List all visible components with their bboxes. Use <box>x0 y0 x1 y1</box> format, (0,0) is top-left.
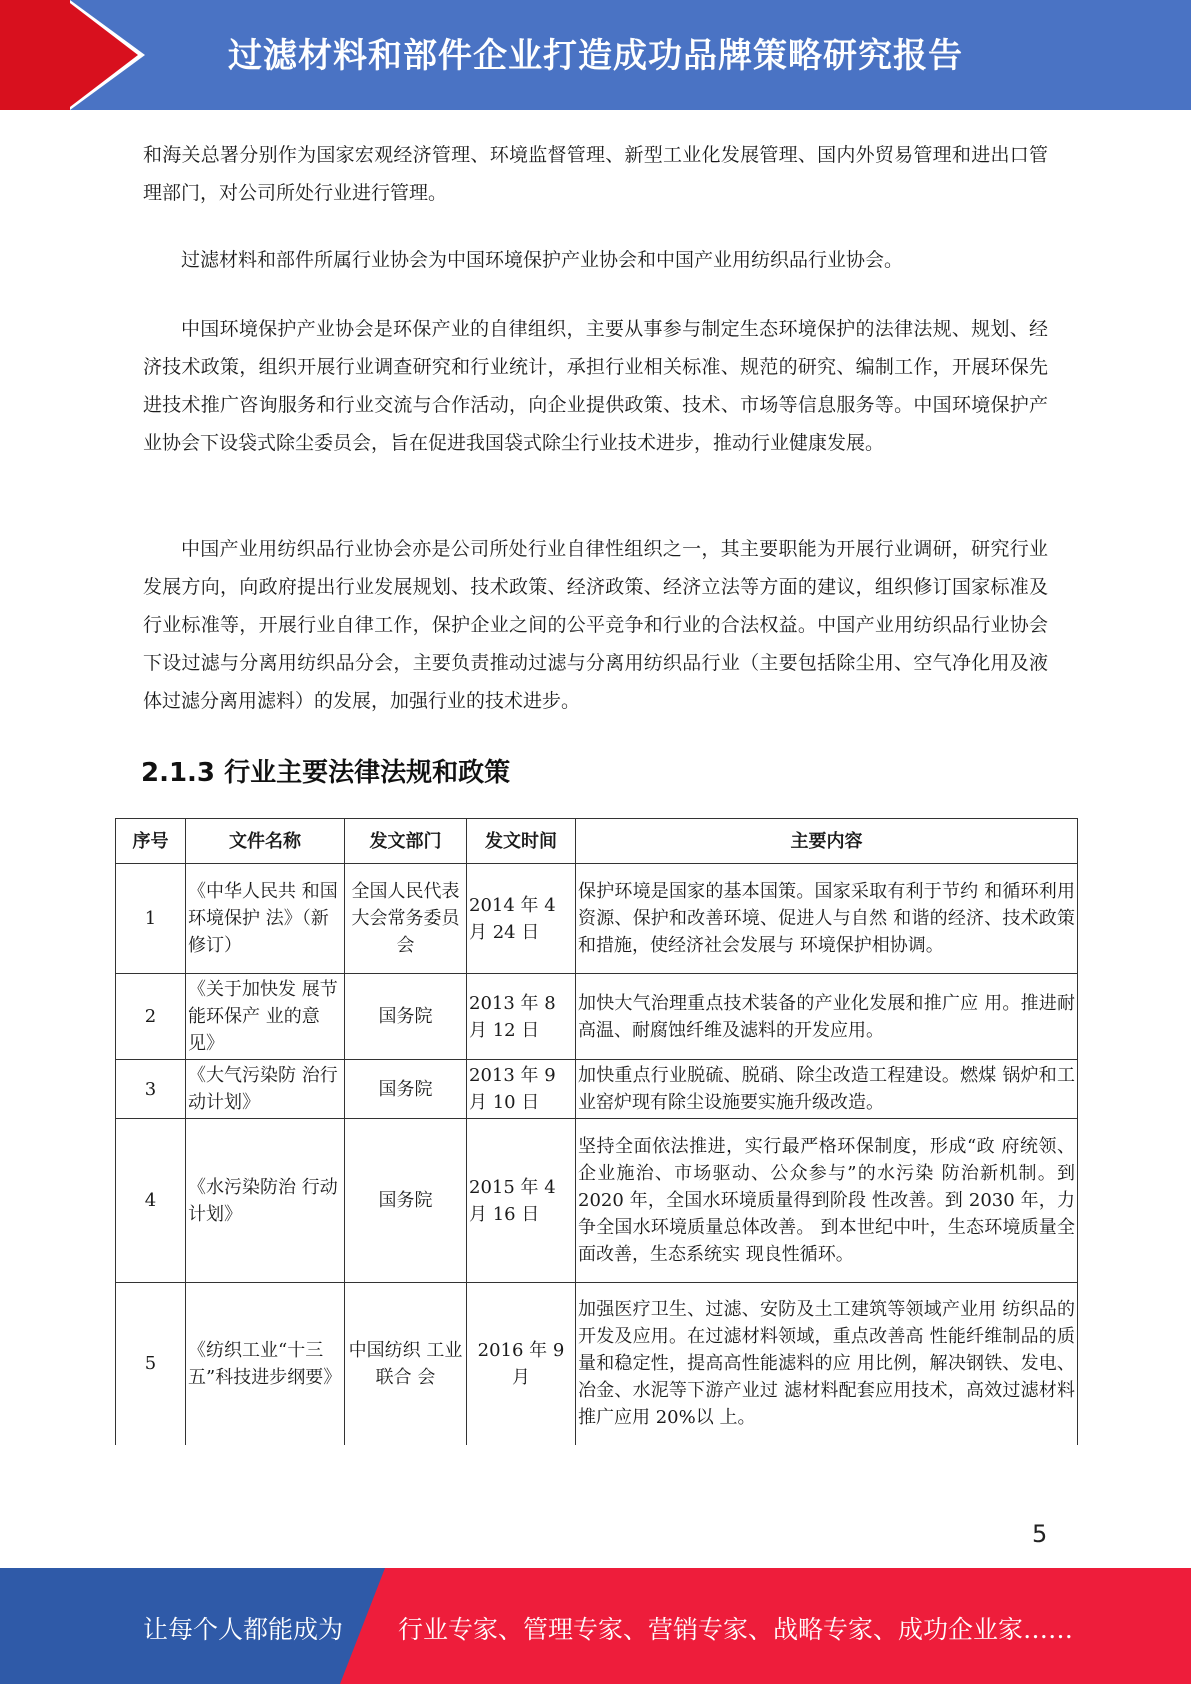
cell-time: 2016 年 9 月 <box>467 1283 576 1445</box>
table-row <box>116 974 1078 1060</box>
header-red-block <box>0 0 70 110</box>
table-row <box>116 1283 1078 1445</box>
cell-content: 加快大气治理重点技术装备的产业化发展和推广应 用。推进耐高温、耐腐蚀纤维及滤料的开发应用。 <box>576 974 1078 1060</box>
cell-time: 2013 年 8 月 12 日 <box>467 974 576 1060</box>
paragraph-2: 过滤材料和部件所属行业协会为中国环境保护产业协会和中国产业用纺织品行业协会。 <box>181 249 904 271</box>
section-heading: 2.1.3 行业主要法律法规和政策 <box>141 758 511 788</box>
cell-name: 《水污染防治 行动计划》 <box>186 1119 345 1283</box>
header-name: 文件名称 <box>186 819 345 864</box>
cell-dept: 中国纺织 工业联合 会 <box>345 1283 467 1445</box>
header-content: 主要内容 <box>576 819 1078 864</box>
cell-dept: 国务院 <box>345 1060 467 1119</box>
cell-content: 加快重点行业脱硫、脱硝、除尘改造工程建设。燃煤 锅炉和工业窑炉现有除尘设施要实施升级改造。 <box>576 1060 1078 1119</box>
page-number: 5 <box>1032 1520 1048 1548</box>
paragraph-3: 中国环境保护产业协会是环保产业的自律组织，主要从事参与制定生态环境保护的法律法规、规划、经济技术政策，组织开展行业调查研究和行业统计，承担行业相关标准、规范的研究、编制工作，开展环保先进技术推广咨询服务和行业交流与合作活动，向企业提供政策、技术、市场等信息服务等。中国环境保护产业协会下设袋式除尘委员会，旨在促进我国袋式除尘行业技术进步，推动行业健康发展。 <box>143 318 1048 454</box>
paragraph-4: 中国产业用纺织品行业协会亦是公司所处行业自律性组织之一，其主要职能为开展行业调研，研究行业发展方向，向政府提出行业发展规划、技术政策、经济政策、经济立法等方面的建议，组织修订国家标准及行业标准等，开展行业自律工作，保护企业之间的公平竞争和行业的合法权益。中国产业用纺织品行业协会下设过滤与分离用纺织品分会，主要负责推动过滤与分离用纺织品行业（主要包括除尘用、空气净化用及液体过滤分离用滤料）的发展，加强行业的技术进步。 <box>143 538 1048 712</box>
page-header <box>0 0 1191 110</box>
header-dept: 发文部门 <box>345 819 467 864</box>
header-time: 发文时间 <box>467 819 576 864</box>
page-footer <box>0 1568 1191 1684</box>
footer-slogan-left: 让每个人都能成为 <box>143 1615 344 1644</box>
cell-name: 《纺织工业“十三五”科技进步纲要》 <box>186 1283 345 1445</box>
table-header-row <box>116 819 1078 864</box>
cell-time: 2014 年 4 月 24 日 <box>467 864 576 974</box>
paragraph-1: 和海关总署分别作为国家宏观经济管理、环境监督管理、新型工业化发展管理、国内外贸易管理和进出口管理部门，对公司所处行业进行管理。 <box>143 144 1048 204</box>
cell-time: 2015 年 4 月 16 日 <box>467 1119 576 1283</box>
cell-content: 保护环境是国家的基本国策。国家采取有利于节约 和循环利用资源、保护和改善环境、促进人与自然 和谐的经济、技术政策和措施，使经济社会发展与 环境保护相协调。 <box>576 864 1078 974</box>
cell-content: 加强医疗卫生、过滤、安防及土工建筑等领域产业用 纺织品的开发及应用。在过滤材料领域，重点改善高 性能纤维制品的质量和稳定性，提高高性能滤料的应 用比例，解决钢铁、发电、冶金、水泥等下游产业过 滤材料配套应用技术，高效过滤材料推广应用 20%以 上。 <box>576 1283 1078 1445</box>
cell-content: 坚持全面依法推进，实行最严格环保制度，形成“政 府统领、企业施治、市场驱动、公众参与”的水污染 防治新机制。到 2020 年，全国水环境质量得到阶段 性改善。到 2030 年，力争全国水环境质量总体改善。 到本世纪中叶，生态环境质量全面改善，生态系统实 现良性循环。 <box>576 1119 1078 1283</box>
cell-no: 4 <box>116 1119 186 1283</box>
header-chevron-red-icon <box>66 0 138 110</box>
report-title: 过滤材料和部件企业打造成功品牌策略研究报告 <box>228 36 963 76</box>
cell-no: 1 <box>116 864 186 974</box>
table-row <box>116 1119 1078 1283</box>
cell-time: 2013 年 9 月 10 日 <box>467 1060 576 1119</box>
cell-no: 2 <box>116 974 186 1060</box>
table-row <box>116 1060 1078 1119</box>
table-row <box>116 864 1078 974</box>
cell-name: 《大气污染防 治行动计划》 <box>186 1060 345 1119</box>
header-no: 序号 <box>116 819 186 864</box>
cell-dept: 全国人民代表大会常务委员会 <box>345 864 467 974</box>
footer-slogan-right: 行业专家、管理专家、营销专家、战略专家、成功企业家…… <box>398 1615 1074 1644</box>
cell-name: 《关于加快发 展节能环保产 业的意见》 <box>186 974 345 1060</box>
policy-table <box>115 818 1078 1445</box>
cell-no: 5 <box>116 1283 186 1445</box>
cell-dept: 国务院 <box>345 1119 467 1283</box>
cell-dept: 国务院 <box>345 974 467 1060</box>
cell-no: 3 <box>116 1060 186 1119</box>
cell-name: 《中华人民共 和国环境保护 法》（新修订） <box>186 864 345 974</box>
